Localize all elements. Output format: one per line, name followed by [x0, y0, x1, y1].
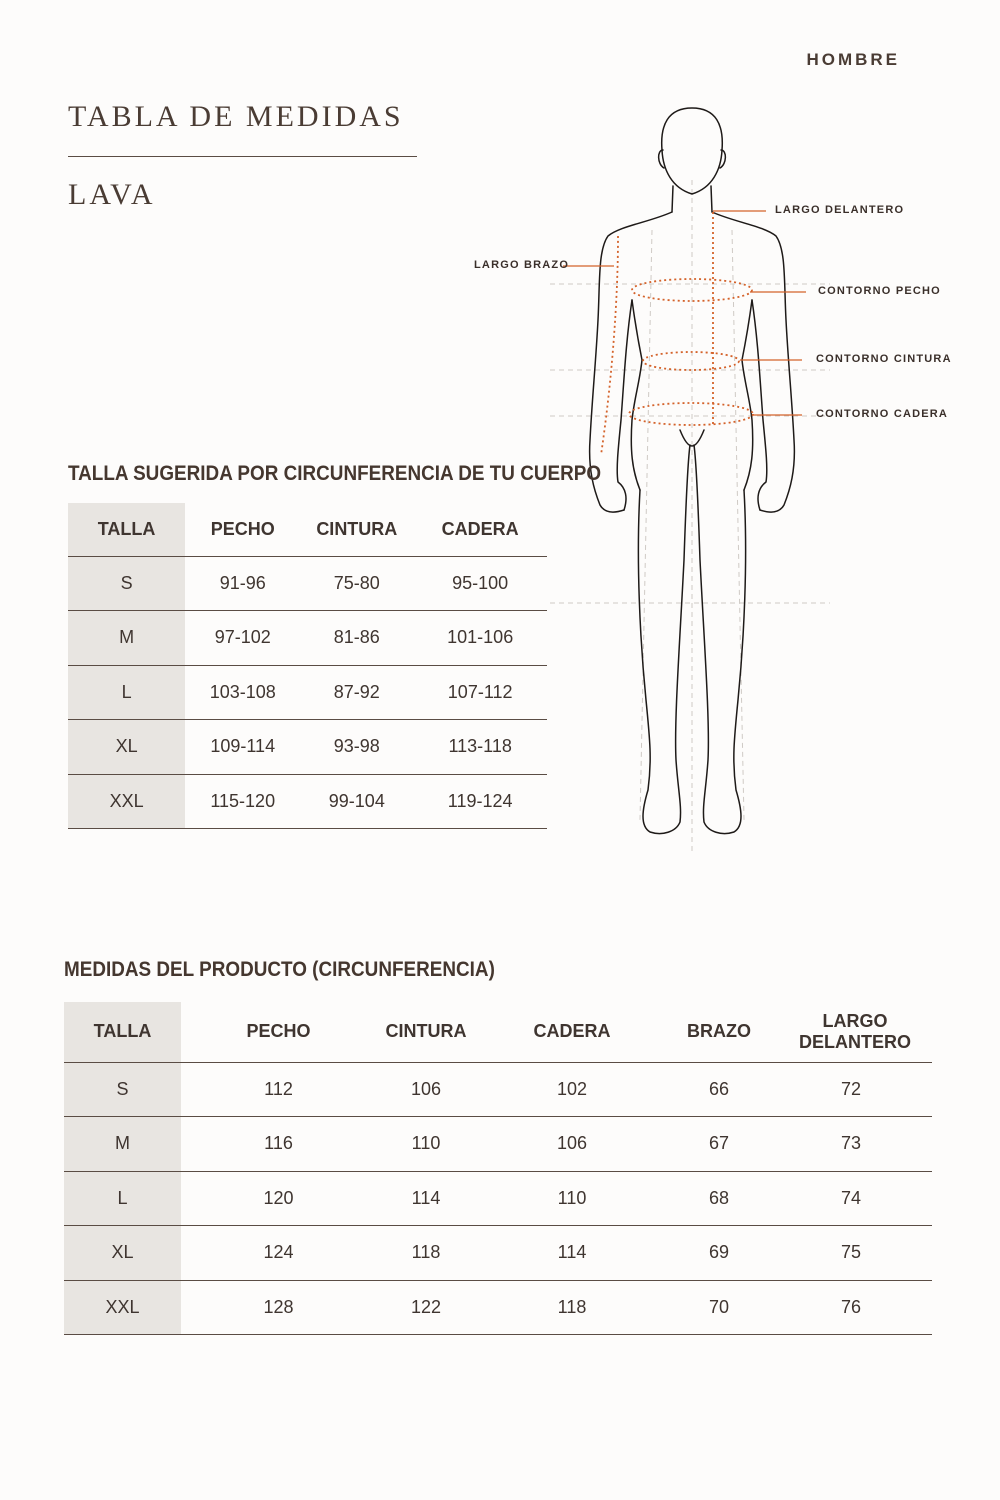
measurement-cell: 102 — [556, 1078, 588, 1099]
measurement-cell: 119-124 — [447, 790, 513, 811]
table-row — [64, 1171, 932, 1226]
table-row — [68, 611, 547, 666]
measurement-cell: 112 — [264, 1078, 293, 1099]
label-contorno-cadera: CONTORNO CADERA — [816, 408, 949, 420]
table-row — [68, 720, 547, 775]
measurement-cell: 106 — [556, 1133, 588, 1154]
size-cell: XL — [64, 1226, 181, 1281]
gender-label: HOMBRE — [806, 50, 900, 69]
table-header-row — [68, 503, 547, 556]
measurement-cell: 116 — [264, 1133, 293, 1154]
measurement-guides — [601, 212, 753, 455]
measurement-cell: 73 — [840, 1133, 862, 1154]
table-row — [64, 1226, 932, 1281]
measurement-cell: 115-120 — [210, 790, 276, 811]
label-leader-lines — [563, 211, 806, 415]
measurement-cell: 114 — [557, 1242, 587, 1263]
column-header: CADERA — [533, 1021, 611, 1042]
measurement-cell: 91-96 — [219, 572, 266, 593]
guide-lines — [550, 180, 830, 855]
table-row — [68, 774, 547, 829]
column-header: BRAZO — [687, 1021, 751, 1042]
column-header: PECHO — [210, 518, 275, 539]
size-cell: L — [64, 1171, 181, 1226]
column-header: LARGO DELANTERO — [799, 1010, 911, 1052]
column-header: CADERA — [441, 518, 519, 539]
measurement-cell: 113-118 — [448, 736, 512, 757]
measurement-cell: 75-80 — [333, 572, 380, 593]
table-row — [68, 665, 547, 720]
size-cell: XL — [68, 720, 185, 775]
measurement-cell: 67 — [708, 1133, 730, 1154]
column-header: CINTURA — [385, 1021, 467, 1042]
measurement-cell: 128 — [263, 1296, 294, 1317]
measurement-cell: 114 — [411, 1187, 441, 1208]
body-size-table — [68, 503, 547, 829]
size-cell: L — [68, 665, 185, 720]
measurement-cell: 66 — [708, 1078, 730, 1099]
measurement-cell: 118 — [411, 1242, 441, 1263]
measurement-cell: 103-108 — [209, 681, 276, 702]
measurement-cell: 76 — [840, 1296, 862, 1317]
measurement-cell: 95-100 — [452, 572, 509, 593]
measurement-cell: 74 — [840, 1187, 862, 1208]
table-row — [64, 1117, 932, 1172]
measurement-cell: 97-102 — [214, 627, 271, 648]
table-header-row — [64, 1002, 932, 1062]
table-row — [68, 556, 547, 611]
table-row — [64, 1062, 932, 1117]
page-title: TABLA DE MEDIDAS — [68, 100, 404, 133]
body-figure-illustration — [540, 100, 980, 860]
product-name: LAVA — [68, 178, 156, 211]
product-table-title: MEDIDAS DEL PRODUCTO (CIRCUNFERENCIA) — [64, 958, 495, 981]
measurement-cell: 118 — [557, 1296, 587, 1317]
size-cell: S — [64, 1062, 181, 1117]
measurement-cell: 93-98 — [333, 736, 380, 757]
product-measurements-table — [64, 1002, 932, 1335]
size-cell: M — [68, 611, 185, 666]
measurement-cell: 110 — [557, 1187, 587, 1208]
column-header: TALLA — [68, 503, 185, 556]
size-cell: M — [64, 1117, 181, 1172]
measurement-cell: 99-104 — [328, 790, 385, 811]
measurement-cell: 124 — [263, 1242, 294, 1263]
size-cell: XXL — [68, 774, 185, 829]
label-contorno-pecho: CONTORNO PECHO — [818, 285, 941, 297]
measurement-cell: 109-114 — [210, 736, 276, 757]
label-largo-brazo: LARGO BRAZO — [474, 259, 570, 271]
label-contorno-cintura: CONTORNO CINTURA — [816, 353, 952, 365]
measurement-cell: 68 — [708, 1187, 730, 1208]
measurement-cell: 70 — [708, 1296, 730, 1317]
column-header: CINTURA — [316, 518, 398, 539]
measurement-cell: 75 — [840, 1242, 862, 1263]
measurement-cell: 120 — [263, 1187, 294, 1208]
size-cell: S — [68, 556, 185, 611]
measurement-cell: 106 — [410, 1078, 442, 1099]
measurement-cell: 101-106 — [447, 627, 514, 648]
table-row — [64, 1280, 932, 1335]
measurement-cell: 122 — [410, 1296, 442, 1317]
measurement-cell: 87-92 — [333, 681, 380, 702]
body-table-title: TALLA SUGERIDA POR CIRCUNFERENCIA DE TU CUERPO — [68, 462, 602, 485]
column-header: PECHO — [246, 1021, 311, 1042]
size-cell: XXL — [64, 1280, 181, 1335]
measurement-cell: 81-86 — [333, 627, 380, 648]
measurement-cell: 107-112 — [447, 681, 513, 702]
column-header: TALLA — [64, 1002, 181, 1062]
measurement-cell: 72 — [840, 1078, 862, 1099]
measurement-cell: 110 — [411, 1133, 441, 1154]
title-divider — [68, 156, 417, 157]
measurement-cell: 69 — [708, 1242, 730, 1263]
label-largo-delantero: LARGO DELANTERO — [775, 204, 905, 216]
